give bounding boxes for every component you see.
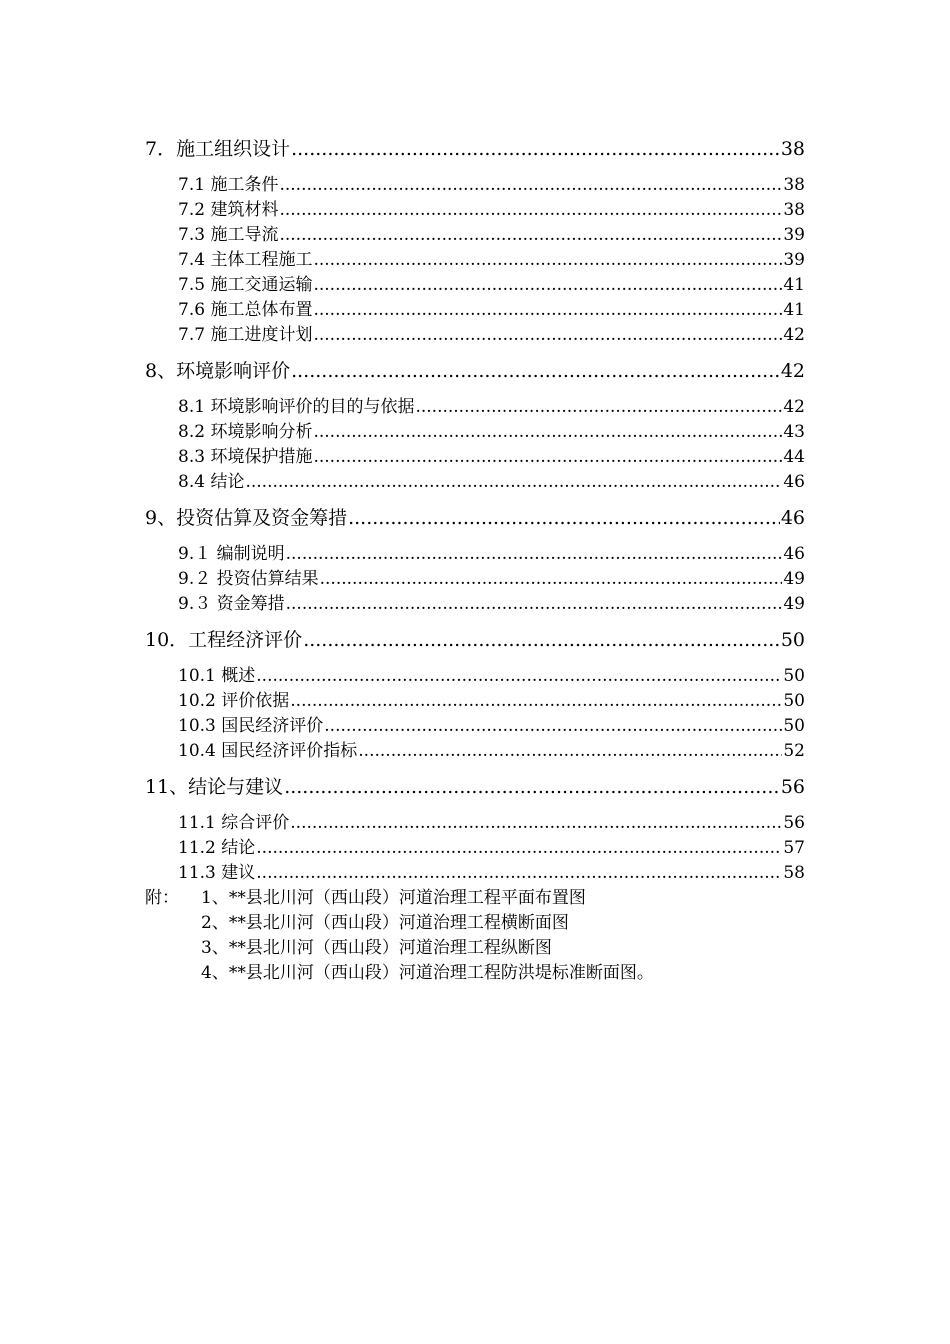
toc-item-11-2[interactable] bbox=[145, 836, 805, 861]
toc-section-title: 7．施工组织设计 bbox=[145, 138, 291, 160]
toc-section-8[interactable] bbox=[145, 358, 805, 385]
toc-item-11-3[interactable] bbox=[145, 861, 805, 886]
toc-item-9-1[interactable] bbox=[145, 542, 805, 567]
toc-page-number: 56 bbox=[780, 776, 805, 798]
toc-page-number: 46 bbox=[783, 544, 805, 564]
dot-leader bbox=[313, 445, 782, 470]
toc-item-title: 8.2 环境影响分析 bbox=[178, 422, 313, 442]
toc-item-7-5[interactable] bbox=[145, 273, 805, 298]
toc-item-10-1[interactable] bbox=[145, 664, 805, 689]
toc-item-10-2[interactable] bbox=[145, 689, 805, 714]
dot-leader bbox=[290, 689, 782, 714]
toc-item-11-1[interactable] bbox=[145, 811, 805, 836]
toc-item-7-4[interactable] bbox=[145, 248, 805, 273]
dot-leader bbox=[313, 248, 782, 273]
dot-leader bbox=[279, 173, 782, 198]
toc-page-number: 57 bbox=[783, 838, 805, 858]
dot-leader bbox=[358, 739, 782, 764]
toc-section-7[interactable] bbox=[145, 136, 805, 163]
dot-leader bbox=[313, 298, 782, 323]
toc-item-title: 7.7 施工进度计划 bbox=[178, 325, 313, 345]
dot-leader bbox=[279, 198, 782, 223]
appendix-item-text: 1、**县北川河（西山段）河道治理工程平面布置图 bbox=[201, 888, 586, 908]
dot-leader bbox=[320, 567, 783, 592]
toc-page-number: 42 bbox=[783, 397, 805, 417]
dot-leader bbox=[313, 323, 782, 348]
toc-page-number: 39 bbox=[783, 225, 805, 245]
toc-section-9[interactable] bbox=[145, 505, 805, 532]
appendix-prefix: 附： bbox=[145, 888, 179, 908]
toc-page-number: 41 bbox=[783, 275, 805, 295]
toc-page-number: 46 bbox=[780, 507, 805, 529]
toc-item-9-2[interactable] bbox=[145, 567, 805, 592]
toc-item-7-7[interactable] bbox=[145, 323, 805, 348]
toc-page-number: 56 bbox=[783, 813, 805, 833]
appendix-item-text: 3、**县北川河（西山段）河道治理工程纵断图 bbox=[201, 938, 552, 958]
toc-item-title: 11.1 综合评价 bbox=[178, 813, 290, 833]
toc-section-10[interactable] bbox=[145, 627, 805, 654]
toc-page-number: 52 bbox=[783, 741, 805, 761]
dot-leader bbox=[286, 542, 783, 567]
toc-item-title: 11.3 建议 bbox=[178, 863, 256, 883]
toc-page-number: 38 bbox=[783, 200, 805, 220]
toc-item-title: 9.２ 投资估算结果 bbox=[178, 569, 319, 589]
toc-item-title: 9.３ 资金筹措 bbox=[178, 594, 285, 614]
toc-page-number: 49 bbox=[783, 569, 805, 589]
dot-leader bbox=[245, 470, 782, 495]
dot-leader bbox=[313, 420, 782, 445]
dot-leader bbox=[256, 664, 782, 689]
toc-page-number: 44 bbox=[783, 447, 805, 467]
toc-item-title: 8.3 环境保护措施 bbox=[178, 447, 313, 467]
toc-page-number: 50 bbox=[783, 691, 805, 711]
toc-item-title: 9.１ 编制说明 bbox=[178, 544, 285, 564]
dot-leader bbox=[415, 395, 782, 420]
toc-item-title: 10.4 国民经济评价指标 bbox=[178, 741, 358, 761]
dot-leader bbox=[303, 627, 780, 654]
toc-section-title: 9、投资估算及资金筹措 bbox=[145, 507, 348, 529]
toc-page-number: 58 bbox=[783, 863, 805, 883]
toc-page-number: 49 bbox=[783, 594, 805, 614]
toc-section-title: 11、结论与建议 bbox=[145, 776, 284, 798]
toc-item-title: 7.2 建筑材料 bbox=[178, 200, 279, 220]
appendix-item bbox=[145, 886, 805, 911]
toc-section-title: 8、环境影响评价 bbox=[145, 360, 291, 382]
dot-leader bbox=[348, 505, 780, 532]
toc-item-title: 7.3 施工导流 bbox=[178, 225, 279, 245]
toc-item-7-1[interactable] bbox=[145, 173, 805, 198]
dot-leader bbox=[256, 861, 782, 886]
toc-page-number: 38 bbox=[783, 175, 805, 195]
appendix-prefix-spacer bbox=[145, 936, 201, 961]
toc-section-11[interactable] bbox=[145, 774, 805, 801]
toc-item-title: 7.5 施工交通运输 bbox=[178, 275, 313, 295]
toc-item-title: 7.1 施工条件 bbox=[178, 175, 279, 195]
toc-page-number: 50 bbox=[780, 629, 805, 651]
toc-page-number: 43 bbox=[783, 422, 805, 442]
appendix-item bbox=[145, 936, 805, 961]
dot-leader bbox=[279, 223, 782, 248]
toc-item-title: 7.6 施工总体布置 bbox=[178, 300, 313, 320]
toc-page-number: 39 bbox=[783, 250, 805, 270]
toc-item-10-3[interactable] bbox=[145, 714, 805, 739]
toc-item-title: 10.3 国民经济评价 bbox=[178, 716, 324, 736]
appendix-prefix-spacer bbox=[145, 911, 201, 936]
toc-item-title: 7.4 主体工程施工 bbox=[178, 250, 313, 270]
dot-leader bbox=[291, 358, 780, 385]
toc-page-number: 46 bbox=[783, 472, 805, 492]
appendix-item bbox=[145, 961, 805, 986]
appendix-prefix-spacer bbox=[145, 961, 201, 986]
toc-page-number: 38 bbox=[780, 138, 805, 160]
toc-page-number: 42 bbox=[780, 360, 805, 382]
appendix-item bbox=[145, 911, 805, 936]
toc-item-title: 8.4 结论 bbox=[178, 472, 245, 492]
toc-item-title: 8.1 环境影响评价的目的与依据 bbox=[178, 397, 415, 417]
toc-page-number: 50 bbox=[783, 716, 805, 736]
toc-item-8-3[interactable] bbox=[145, 445, 805, 470]
toc-item-8-2[interactable] bbox=[145, 420, 805, 445]
dot-leader bbox=[284, 774, 780, 801]
dot-leader bbox=[324, 714, 782, 739]
toc-item-title: 11.2 结论 bbox=[178, 838, 256, 858]
dot-leader bbox=[291, 136, 780, 163]
toc-item-8-4[interactable] bbox=[145, 470, 805, 495]
toc-item-7-2[interactable] bbox=[145, 198, 805, 223]
appendix-item-text: 4、**县北川河（西山段）河道治理工程防洪堤标准断面图。 bbox=[201, 963, 654, 983]
toc-page-number: 41 bbox=[783, 300, 805, 320]
dot-leader bbox=[290, 811, 782, 836]
toc-item-title: 10.1 概述 bbox=[178, 666, 256, 686]
toc-page-number: 42 bbox=[783, 325, 805, 345]
toc-item-8-1[interactable] bbox=[145, 395, 805, 420]
toc-item-10-4[interactable] bbox=[145, 739, 805, 764]
dot-leader bbox=[256, 836, 782, 861]
appendix-item-text: 2、**县北川河（西山段）河道治理工程横断面图 bbox=[201, 913, 569, 933]
dot-leader bbox=[313, 273, 782, 298]
table-of-contents bbox=[145, 136, 805, 986]
toc-item-9-3[interactable] bbox=[145, 592, 805, 617]
toc-page-number: 50 bbox=[783, 666, 805, 686]
toc-item-title: 10.2 评价依据 bbox=[178, 691, 290, 711]
toc-item-7-3[interactable] bbox=[145, 223, 805, 248]
appendix-list bbox=[145, 886, 805, 986]
dot-leader bbox=[286, 592, 783, 617]
toc-item-7-6[interactable] bbox=[145, 298, 805, 323]
toc-section-title: 10．工程经济评价 bbox=[145, 629, 303, 651]
